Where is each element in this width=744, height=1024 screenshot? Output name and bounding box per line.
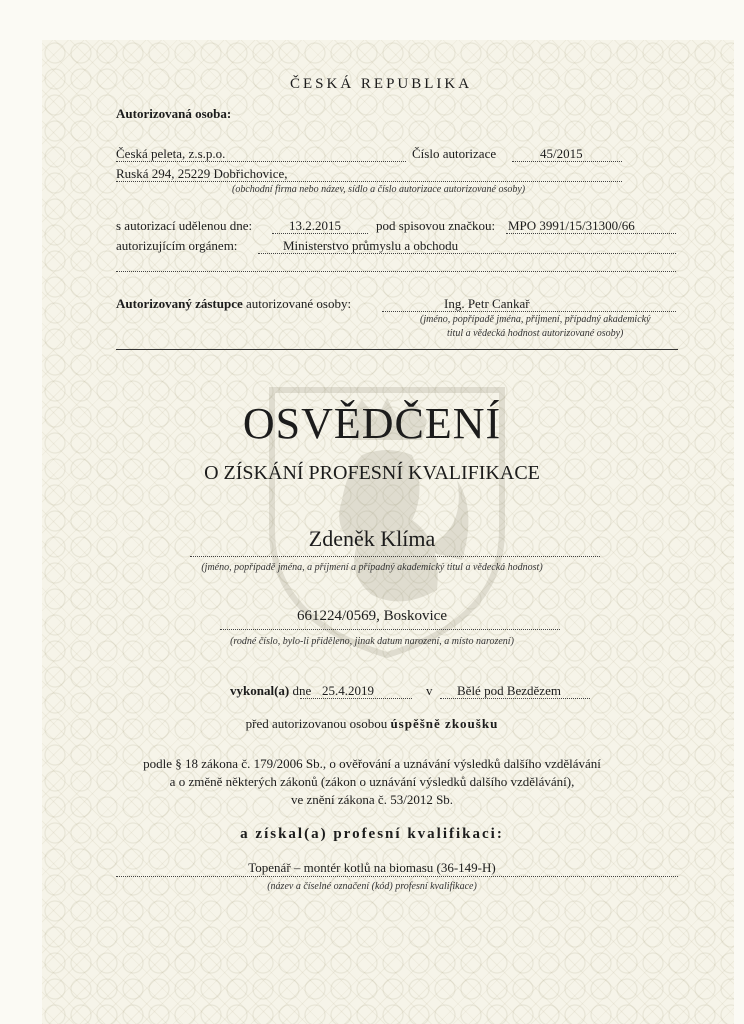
authorized-person-address: Ruská 294, 25229 Dobřichovice, — [116, 166, 288, 181]
granted-date: 13.2.2015 — [289, 218, 341, 233]
certificate-subtitle: O ZÍSKÁNÍ PROFESNÍ KVALIFIKACE — [204, 462, 540, 484]
exam-performed-label — [230, 683, 311, 699]
granted-date-label: s autorizací udělenou dne: — [116, 218, 253, 233]
section-divider — [116, 349, 678, 350]
exam-date: 25.4.2019 — [322, 683, 374, 698]
authorization-number-dots — [512, 161, 622, 162]
granted-date-dots — [272, 233, 368, 234]
authority-label: autorizujícím orgánem: — [116, 238, 238, 253]
exam-place-label: v — [426, 683, 433, 698]
exam-place-dots — [440, 698, 590, 699]
qualification-note: (název a číselné označení (kód) profesní kvalifikace) — [267, 881, 477, 892]
authorized-person-note: (obchodní firma nebo název, sídlo a číslo autorizace autorizované osoby) — [232, 184, 526, 195]
holder-birth-info: 661224/0569, Boskovice — [297, 608, 447, 624]
law-line-1: podle § 18 zákona č. 179/2006 Sb., o ověřování a uznávání výsledků dalšího vzdělávání — [143, 756, 601, 771]
representative-label — [116, 296, 351, 312]
holder-birth-note: (rodné číslo, bylo-li přiděleno, jinak datum narození, a místo narození) — [230, 636, 514, 647]
exam-place: Bělé pod Bezdězem — [457, 683, 561, 698]
holder-birth-dots — [220, 629, 560, 630]
authority-extra-dots — [116, 271, 676, 272]
law-line-2: a o změně některých zákonů (zákon o uznávání výsledků dalšího vzdělávání), — [169, 774, 575, 789]
authority-dots — [258, 253, 676, 254]
exam-result — [0, 716, 744, 732]
qualification-name: Topenář – montér kotlů na biomasu (36-149-H) — [248, 860, 496, 875]
authorization-number-label: Číslo autorizace — [412, 146, 497, 161]
file-number: MPO 3991/15/31300/66 — [508, 218, 635, 233]
holder-name: Zdeněk Klíma — [308, 526, 436, 551]
representative-note-line2: titul a vědecká hodnost autorizované osoby) — [447, 328, 624, 339]
file-number-dots — [506, 233, 676, 234]
authorized-person-name-dots — [116, 161, 406, 162]
qualification-dots — [116, 876, 678, 877]
qualification-heading: a získal(a) profesní kvalifikaci: — [240, 826, 504, 842]
authorization-number: 45/2015 — [540, 146, 583, 161]
exam-day-label: dne — [289, 683, 312, 698]
exam-performed-bold: vykonal(a) — [230, 683, 290, 698]
address-dots — [116, 181, 622, 182]
representative-label-rest: autorizované osoby: — [242, 296, 352, 311]
representative-name: Ing. Petr Cankař — [444, 296, 530, 311]
certificate-title: OSVĚDČENÍ — [242, 399, 502, 448]
authorized-person-label: Autorizovaná osoba: — [116, 106, 232, 121]
exam-result-text: úspěšně zkoušku — [390, 716, 499, 731]
holder-name-dots — [190, 556, 600, 557]
exam-before-text: před autorizovanou osobou — [245, 716, 391, 731]
representative-label-bold: Autorizovaný zástupce — [116, 296, 243, 311]
law-line-3: ve znění zákona č. 53/2012 Sb. — [290, 792, 454, 807]
authority-name: Ministerstvo průmyslu a obchodu — [283, 238, 459, 253]
exam-date-dots — [300, 698, 412, 699]
holder-name-note: (jméno, popřípadě jména, a příjmení a případný akademický titul a vědecká hodnost) — [201, 562, 543, 573]
country-heading: ČESKÁ REPUBLIKA — [290, 76, 473, 92]
representative-dots — [382, 311, 676, 312]
file-number-label: pod spisovou značkou: — [376, 218, 496, 233]
authorized-person-name: Česká peleta, z.s.p.o. — [116, 146, 226, 161]
representative-note-line1: (jméno, popřípadě jména, příjmení, případný akademický — [420, 314, 651, 325]
